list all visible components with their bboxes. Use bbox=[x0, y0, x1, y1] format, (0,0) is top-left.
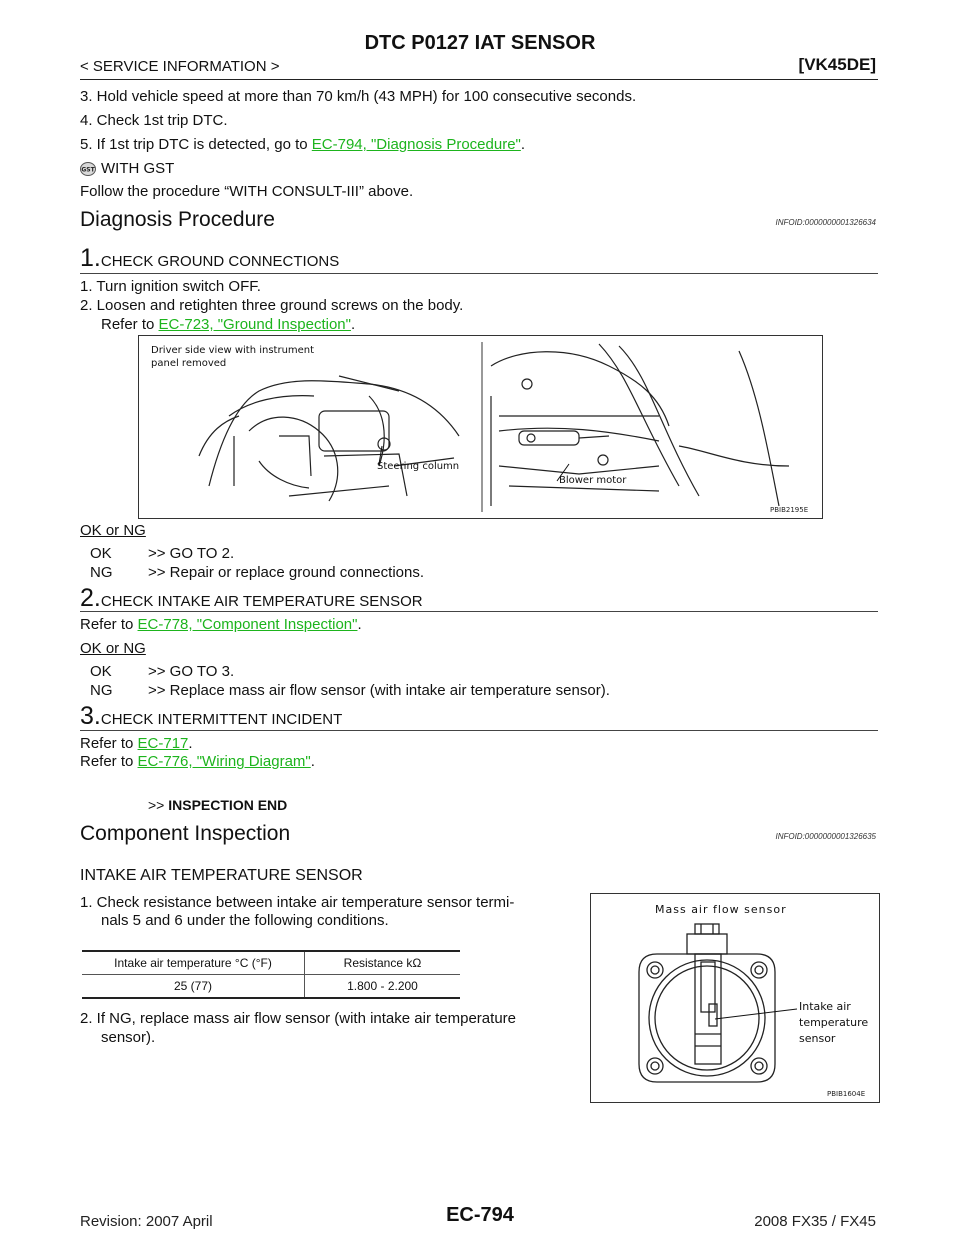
engine-model-tag: [VK45DE] bbox=[798, 55, 876, 74]
step-3-rule bbox=[80, 730, 878, 731]
diagnosis-infoid: INFOID:0000000001326634 bbox=[775, 218, 876, 227]
intro-step-5 bbox=[80, 136, 525, 154]
gst-body: Follow the procedure “WITH CONSULT-III” above. bbox=[80, 183, 414, 200]
page-title: DTC P0127 IAT SENSOR bbox=[364, 32, 596, 54]
step-3-number: 3. bbox=[80, 702, 101, 730]
ground-screws-figure bbox=[138, 335, 823, 519]
component-step-2-line-1: 2. If NG, replace mass air flow sensor (with intake air temperature bbox=[80, 1010, 516, 1027]
header-rule bbox=[80, 79, 878, 80]
breadcrumb: < SERVICE INFORMATION > bbox=[80, 58, 280, 75]
intro-step-5-text: 5. If 1st trip DTC is detected, go to bbox=[80, 136, 312, 153]
step-1-line-3 bbox=[101, 316, 355, 334]
step-1-number: 1. bbox=[80, 244, 101, 272]
svg-text:Driver side view with instrume: Driver side view with instrument bbox=[151, 345, 315, 356]
step-2-ok-or-ng: OK or NG bbox=[80, 640, 146, 657]
component-subtitle: INTAKE AIR TEMPERATURE SENSOR bbox=[80, 867, 363, 884]
step-3-refer-period-1: . bbox=[188, 735, 193, 752]
table-header-row bbox=[82, 952, 460, 975]
svg-text:PBIB1604E: PBIB1604E bbox=[827, 1090, 866, 1098]
step-3-heading bbox=[80, 702, 342, 731]
inspection-end-arrow: >> bbox=[148, 797, 165, 813]
component-inspection-title: Component Inspection bbox=[80, 822, 291, 845]
step-1-ok-action: >> GO TO 2. bbox=[148, 545, 235, 562]
intro-step-5-period: . bbox=[520, 136, 526, 153]
component-step-1-line-2: nals 5 and 6 under the following conditions. bbox=[101, 912, 389, 929]
mass-air-flow-sensor-illustration bbox=[591, 894, 879, 1102]
svg-text:PBIB2195E: PBIB2195E bbox=[770, 506, 809, 514]
intro-step-3: 3. Hold vehicle speed at more than 70 km/h (43 MPH) for 100 consecutive seconds. bbox=[80, 88, 637, 105]
step-1-heading bbox=[80, 244, 339, 273]
resistance-table bbox=[82, 950, 460, 999]
step-1-ok-label: OK bbox=[90, 545, 112, 562]
component-step-2-line-2: sensor). bbox=[101, 1029, 156, 1046]
link-diagnosis-procedure[interactable]: EC-794, "Diagnosis Procedure" bbox=[311, 136, 521, 153]
step-1-refer-period: . bbox=[350, 316, 356, 333]
table-cell-temperature: 25 (77) bbox=[82, 975, 305, 998]
step-1-ng-action: >> Repair or replace ground connections. bbox=[148, 564, 425, 581]
step-1-ng-label: NG bbox=[90, 564, 113, 581]
step-3-refer-text-2: Refer to bbox=[80, 753, 138, 770]
step-2-ng-action: >> Replace mass air flow sensor (with intake air temperature sensor). bbox=[148, 682, 610, 699]
step-2-refer-period: . bbox=[357, 616, 362, 633]
step-3-reference-2 bbox=[80, 753, 315, 771]
table-cell-resistance: 1.800 - 2.200 bbox=[347, 979, 418, 993]
table-header-resistance: Resistance kΩ bbox=[305, 952, 461, 975]
svg-text:Blower motor: Blower motor bbox=[559, 475, 627, 486]
step-3-reference-1 bbox=[80, 735, 193, 753]
table-row bbox=[82, 975, 460, 998]
step-3-refer-period-2: . bbox=[310, 753, 315, 770]
footer-page-number: EC-794 bbox=[446, 1204, 514, 1226]
step-2-ng-label: NG bbox=[90, 682, 113, 699]
step-1-ok-or-ng: OK or NG bbox=[80, 522, 146, 539]
ground-screws-illustration bbox=[139, 336, 822, 518]
component-step-1-line-1: 1. Check resistance between intake air temperature sensor termi- bbox=[80, 894, 515, 911]
step-3-refer-text-1: Refer to bbox=[80, 735, 138, 752]
step-3-label: CHECK INTERMITTENT INCIDENT bbox=[100, 711, 343, 728]
inspection-end bbox=[148, 797, 287, 813]
footer-model: 2008 FX35 / FX45 bbox=[754, 1213, 876, 1230]
gst-heading: WITH GST bbox=[101, 160, 175, 177]
footer-revision: Revision: 2007 April bbox=[80, 1213, 213, 1230]
step-2-number: 2. bbox=[80, 584, 101, 612]
svg-text:Intake air: Intake air bbox=[799, 1000, 851, 1013]
link-component-inspection[interactable]: EC-778, "Component Inspection" bbox=[137, 616, 358, 633]
svg-text:temperature: temperature bbox=[799, 1016, 869, 1029]
component-infoid: INFOID:0000000001326635 bbox=[775, 832, 876, 841]
step-2-heading bbox=[80, 584, 423, 613]
mass-air-flow-sensor-figure bbox=[590, 893, 880, 1103]
step-1-line-1: 1. Turn ignition switch OFF. bbox=[80, 278, 261, 295]
svg-text:GST: GST bbox=[81, 166, 95, 174]
step-2-label: CHECK INTAKE AIR TEMPERATURE SENSOR bbox=[100, 593, 423, 610]
table-header-temperature: Intake air temperature °C (°F) bbox=[82, 952, 305, 975]
inspection-end-text: INSPECTION END bbox=[168, 797, 288, 813]
svg-text:panel removed: panel removed bbox=[151, 358, 227, 369]
link-ec-717[interactable]: EC-717 bbox=[137, 735, 189, 752]
step-2-refer-text: Refer to bbox=[80, 616, 138, 633]
step-1-label: CHECK GROUND CONNECTIONS bbox=[100, 253, 340, 270]
step-2-rule bbox=[80, 611, 878, 612]
step-1-refer-text: Refer to bbox=[101, 316, 159, 333]
intro-step-4: 4. Check 1st trip DTC. bbox=[80, 112, 228, 129]
step-1-rule bbox=[80, 273, 878, 274]
link-wiring-diagram[interactable]: EC-776, "Wiring Diagram" bbox=[137, 753, 311, 770]
step-2-reference bbox=[80, 616, 362, 634]
link-ground-inspection[interactable]: EC-723, "Ground Inspection" bbox=[158, 316, 351, 333]
svg-text:Mass air flow sensor: Mass air flow sensor bbox=[655, 903, 787, 916]
diagnosis-title: Diagnosis Procedure bbox=[80, 208, 275, 231]
svg-text:Steering column: Steering column bbox=[377, 461, 460, 472]
step-1-line-2: 2. Loosen and retighten three ground screws on the body. bbox=[80, 297, 464, 314]
gst-icon bbox=[80, 161, 96, 177]
step-2-ok-action: >> GO TO 3. bbox=[148, 663, 235, 680]
step-2-ok-label: OK bbox=[90, 663, 112, 680]
svg-text:sensor: sensor bbox=[799, 1032, 836, 1045]
